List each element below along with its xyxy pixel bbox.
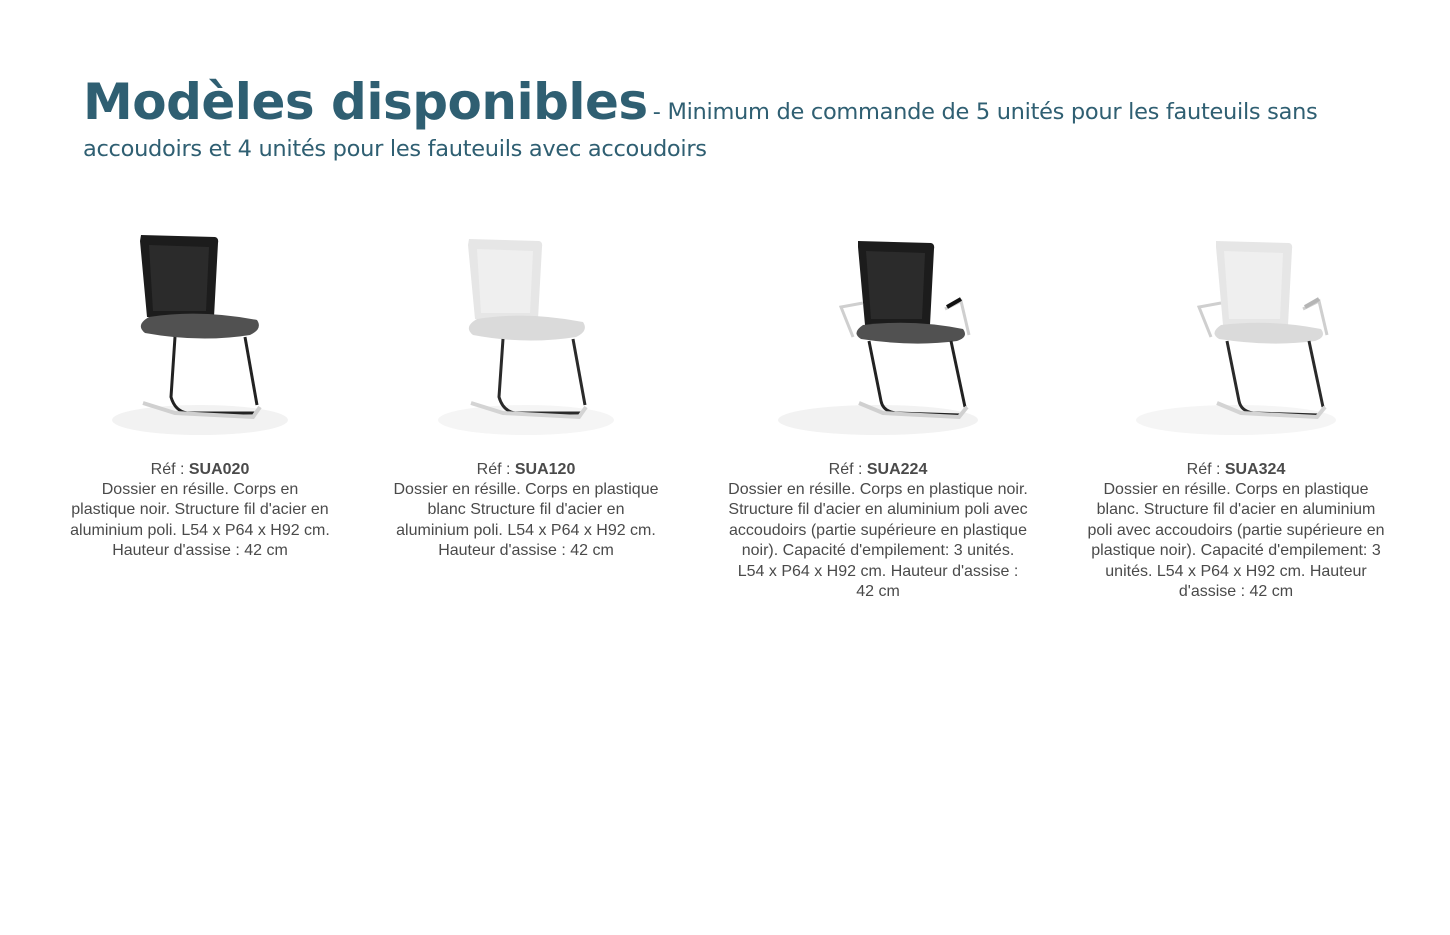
chair-image-white bbox=[431, 225, 621, 440]
product-ref-code: SUA120 bbox=[514, 461, 576, 478]
chair-image-white-armrests bbox=[1121, 225, 1351, 440]
product-description: Dossier en résille. Corps en plastique blanc. Structure fil d'acier en aluminium poli avec accoudoirs (partie supérieure en plastique noir). Capacité d'empilement: 3 unités. L54 x P64 x H92 cm. Hauteur d'assise : 42 cm bbox=[1087, 481, 1385, 601]
page-title: Modèles disponibles bbox=[83, 73, 648, 131]
product-reference: Réf : SUA020 bbox=[150, 461, 250, 478]
product-card bbox=[70, 225, 330, 562]
product-ref-code: SUA020 bbox=[188, 461, 250, 478]
chair-image-black bbox=[105, 225, 295, 440]
page-subtitle-continued: accoudoirs et 4 unités pour les fauteuils avec accoudoirs bbox=[83, 136, 707, 162]
product-description: Dossier en résille. Corps en plastique blanc Structure fil d'acier en aluminium poli. L54 x P64 x H92 cm. Hauteur d'assise : 42 cm bbox=[393, 481, 659, 560]
product-card bbox=[728, 225, 1028, 602]
product-reference: Réf : SUA324 bbox=[1186, 461, 1286, 478]
product-ref-code: SUA324 bbox=[1224, 461, 1286, 478]
product-description: Dossier en résille. Corps en plastique noir. Structure fil d'acier en aluminium poli avec accoudoirs (partie supérieure en plastique noir). Capacité d'empilement: 3 unités. L54 x P64 x H92 cm. Hauteur d'assise : 42 cm bbox=[728, 481, 1028, 601]
product-ref-code: SUA224 bbox=[866, 461, 928, 478]
product-reference: Réf : SUA224 bbox=[828, 461, 928, 478]
page-subtitle: - Minimum de commande de 5 unités pour les fauteuils sans bbox=[652, 99, 1318, 125]
chair-image-black-armrests bbox=[763, 225, 993, 440]
page-header bbox=[83, 66, 1383, 170]
product-description: Dossier en résille. Corps en plastique noir. Structure fil d'acier en aluminium poli. L54 x P64 x H92 cm. Hauteur d'assise : 42 cm bbox=[70, 481, 330, 560]
product-card bbox=[391, 225, 661, 562]
product-card bbox=[1086, 225, 1386, 602]
product-reference: Réf : SUA120 bbox=[476, 461, 576, 478]
